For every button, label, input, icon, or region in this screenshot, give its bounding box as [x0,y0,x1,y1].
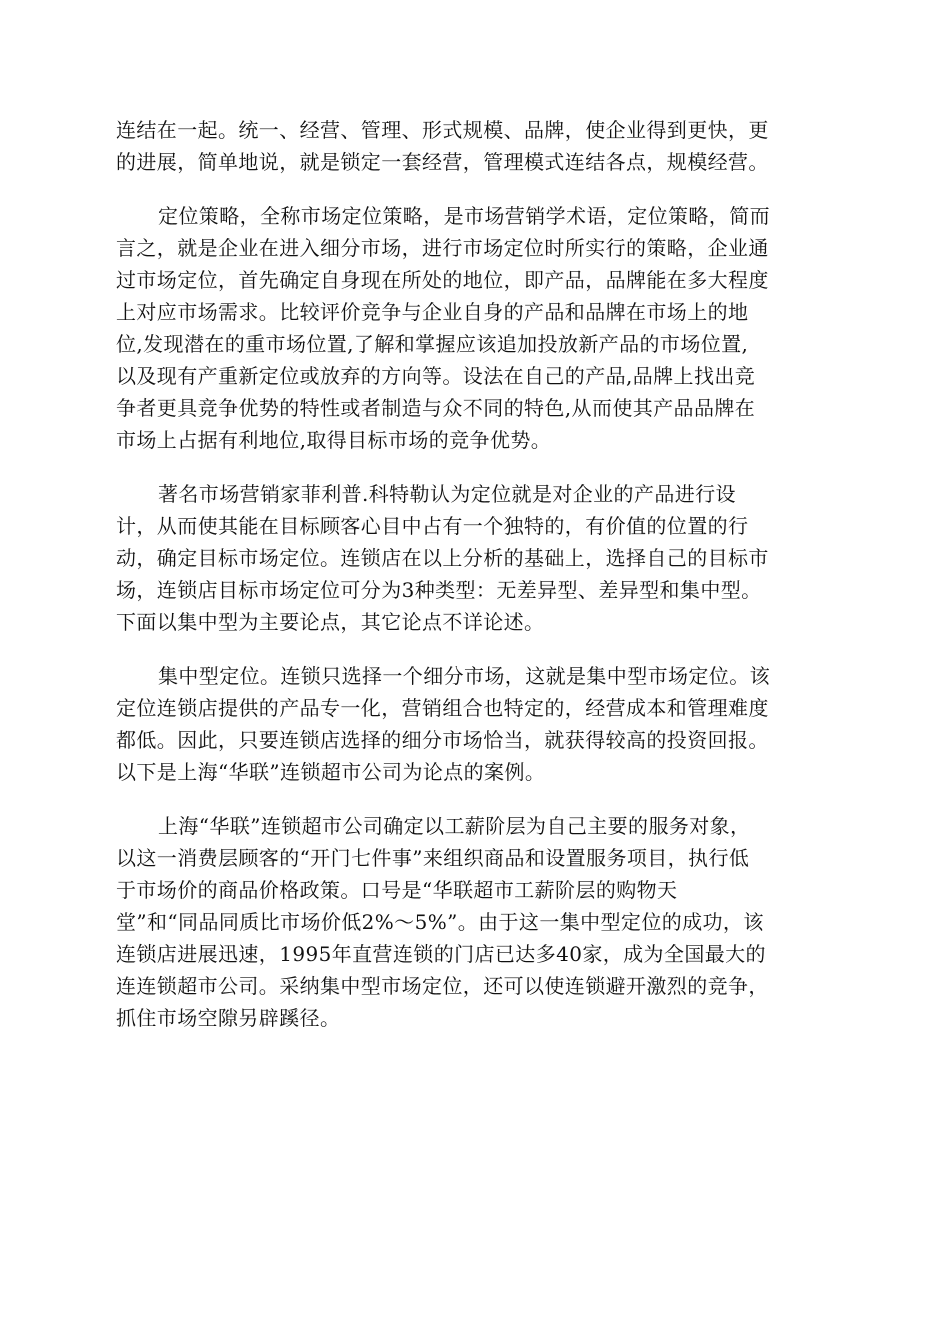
paragraph-chain-definition [116,114,836,178]
text-line: 连锁店进展迅速，1995年直营连锁的门店已达多40家，成为全国最大的 [116,942,766,966]
paragraph-positioning-strategy [116,200,836,456]
text-line: 堂”和“同品同质比市场价低2%～5%”。由于这一集中型定位的成功，该 [116,910,764,934]
text-line: 连连锁超市公司。采纳集中型市场定位，还可以使连锁避开激烈的竞争， [116,974,769,998]
text-line: 以及现有产重新定位或放弃的方向等。设法在自己的产品,品牌上找出竞 [116,364,756,388]
paragraph-hualian-case [116,810,836,1034]
text-line: 过市场定位，首先确定自身现在所处的地位，即产品，品牌能在多大程度 [116,268,769,292]
text-line: 动，确定目标市场定位。连锁店在以上分析的基础上，选择自己的目标市 [116,546,769,570]
text-line: 市场上占据有利地位,取得目标市场的竞争优势。 [116,428,552,452]
text-line: 争者更具竞争优势的特性或者制造与众不同的特色,从而使其产品品牌在 [116,396,756,420]
document-page [116,114,836,1034]
text-line: 场，连锁店目标市场定位可分为3种类型：无差异型、差异型和集中型。 [116,578,762,602]
paragraph-kotler [116,478,836,638]
text-line: 以下是上海“华联”连锁超市公司为论点的案例。 [116,760,546,784]
text-line: 集中型定位。连锁只选择一个细分市场，这就是集中型市场定位。该 [158,664,770,688]
text-line: 连结在一起。统一、经营、管理、形式规模、品牌，使企业得到更快，更 [116,118,769,142]
text-line: 以这一消费层顾客的“开门七件事”来组织商品和设置服务项目，执行低 [116,846,750,870]
text-line: 都低。因此，只要连锁店选择的细分市场恰当，就获得较高的投资回报。 [116,728,769,752]
text-line: 位,发现潜在的重市场位置,了解和掌握应该追加投放新产品的市场位置, [116,332,749,356]
text-line: 计，从而使其能在目标顾客心目中占有一个独特的，有价值的位置的行 [116,514,749,538]
text-line: 著名市场营销家菲利普.科特勒认为定位就是对企业的产品进行设 [158,482,736,506]
paragraph-concentrated [116,660,836,788]
text-line: 于市场价的商品价格政策。口号是“华联超市工薪阶层的购物天 [116,878,678,902]
text-line: 下面以集中型为主要论点，其它论点不详论述。 [116,610,545,634]
text-line: 上对应市场需求。比较评价竞争与企业自身的产品和品牌在市场上的地 [116,300,749,324]
text-line: 上海“华联”连锁超市公司确定以工薪阶层为自己主要的服务对象， [158,814,751,838]
text-line: 定位连锁店提供的产品专一化，营销组合也特定的，经营成本和管理难度 [116,696,769,720]
text-line: 抓住市场空隙另辟蹊径。 [116,1006,341,1030]
text-line: 定位策略，全称市场定位策略，是市场营销学术语，定位策略，简而 [158,204,770,228]
text-line: 言之，就是企业在进入细分市场，进行市场定位时所实行的策略，企业通 [116,236,769,260]
text-line: 的进展，简单地说，就是锁定一套经营，管理模式连结各点，规模经营。 [116,150,769,174]
